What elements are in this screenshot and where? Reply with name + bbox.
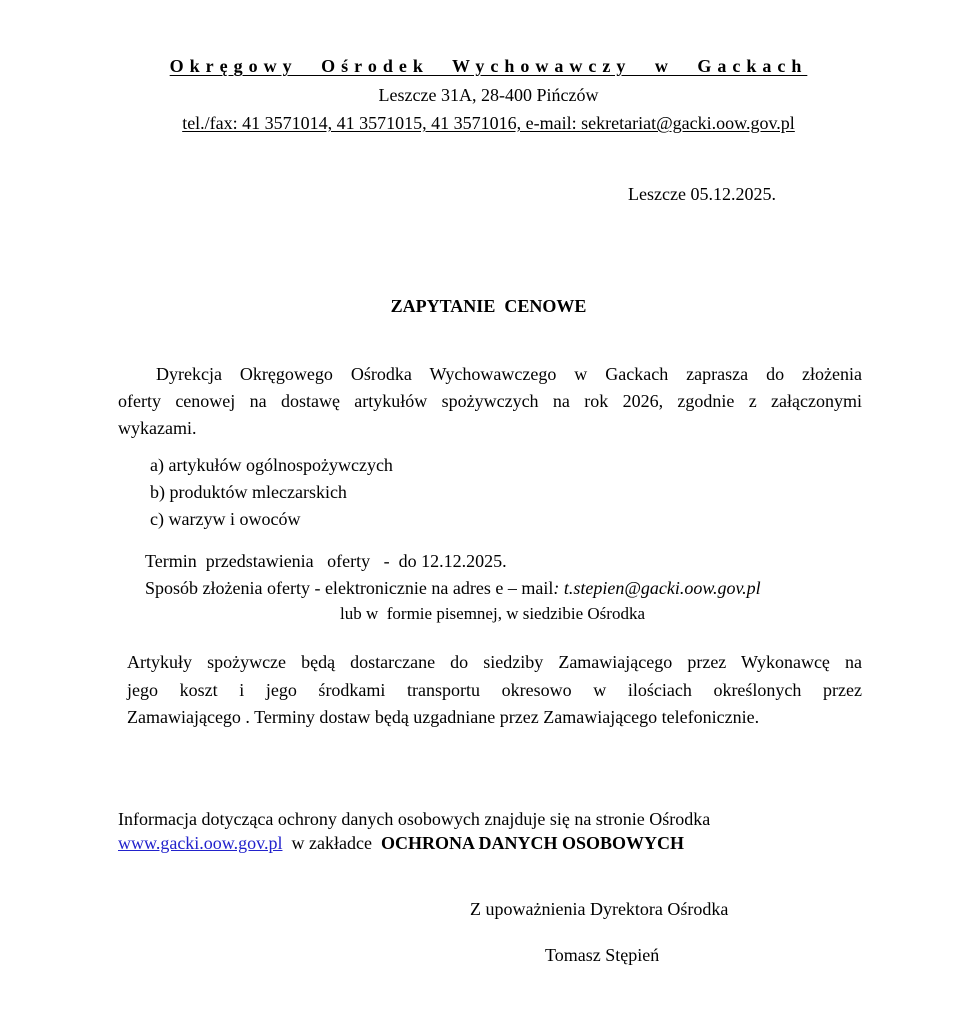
privacy-tab-name: OCHRONA DANYCH OSOBOWYCH: [380, 833, 684, 853]
intro-line: Dyrekcja Okręgowego Ośrodka Wychowawczego w Gackach zaprasza do złożenia: [156, 364, 862, 384]
date-line: Leszcze 05.12.2025.: [628, 184, 776, 204]
privacy-notice: [118, 807, 710, 855]
org-contact: tel./fax: 41 3571014, 41 3571015, 41 3571016, e-mail: sekretariat@gacki.oow.gov.pl: [182, 113, 795, 133]
intro-line: oferty cenowej na dostawę artykułów spożywczych na rok 2026, zgodnie z załączonymi: [118, 391, 862, 411]
privacy-middle-text: w zakładce: [282, 833, 381, 853]
submission-method-line: [145, 578, 761, 599]
list-item: a) artykułów ogólnospożywczych: [150, 455, 393, 475]
document-title: ZAPYTANIE CENOWE: [390, 296, 587, 316]
list-item: c) warzyw i owoców: [150, 509, 301, 529]
org-name: Okręgowy Ośrodek Wychowawczy w Gackach: [169, 56, 808, 76]
org-address: Leszcze 31A, 28-400 Pińczów: [378, 85, 599, 105]
intro-line: wykazami.: [118, 418, 197, 438]
delivery-paragraph: [127, 649, 862, 732]
privacy-website-link[interactable]: www.gacki.oow.gov.pl: [118, 833, 283, 853]
delivery-line: Zamawiającego . Terminy dostaw będą uzgadniane przez Zamawiającego telefonicznie.: [127, 707, 760, 727]
intro-paragraph: [118, 361, 862, 442]
delivery-line: jego koszt i jego środkami transportu okresowo w ilościach określonych przez: [127, 679, 862, 700]
offer-email: : t.stepien@gacki.oow.gov.pl: [553, 578, 761, 598]
procurement-items-list: [150, 452, 393, 533]
privacy-line-1: Informacja dotycząca ochrony danych osobowych znajduje się na stronie Ośrodka: [118, 809, 711, 829]
privacy-line-2: [118, 831, 710, 855]
signature-name: Tomasz Stępień: [545, 945, 660, 965]
signature-authorization: Z upoważnienia Dyrektora Ośrodka: [470, 899, 729, 919]
submission-alt-line: lub w formie pisemnej, w siedzibie Ośrodka: [340, 604, 645, 623]
list-item: b) produktów mleczarskich: [150, 482, 347, 502]
delivery-line: Artykuły spożywcze będą dostarczane do siedziby Zamawiającego przez Wykonawcę na: [127, 652, 862, 672]
submission-prefix: Sposób złożenia oferty - elektronicznie na adres e – mail: [145, 578, 554, 598]
letterhead: [0, 56, 977, 134]
offer-deadline-line: Termin przedstawienia oferty - do 12.12.2025.: [145, 551, 507, 571]
